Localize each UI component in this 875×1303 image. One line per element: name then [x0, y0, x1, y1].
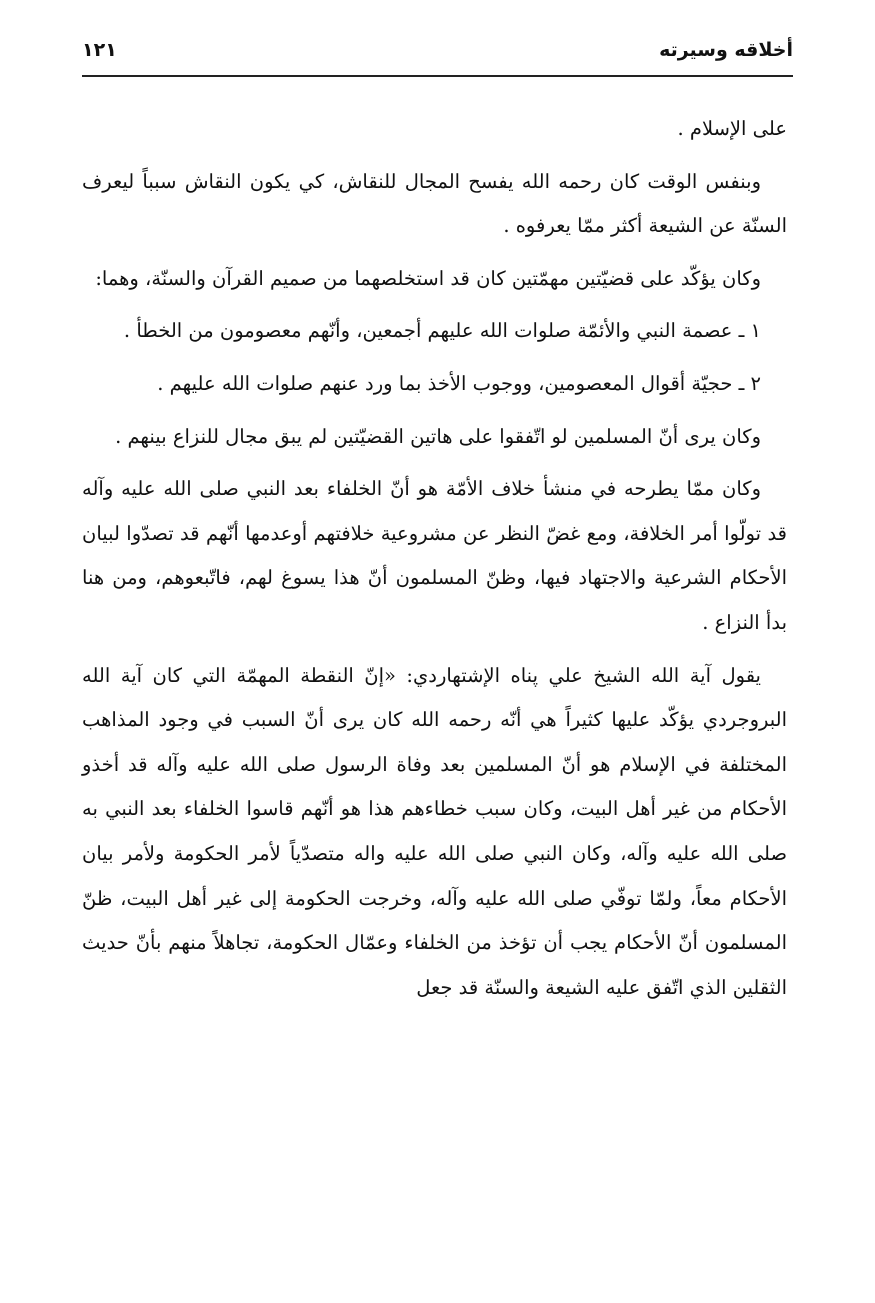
header-rule: [82, 75, 793, 77]
quote-paragraph: يقول آية الله الشيخ علي پناه الإشتهاردي: «إنّ النقطة المهمّة التي كان آية الله البروجردي يؤكّد عليها كثيراً هي أنّه رحمه الله كان يرى أنّ السبب في وجود المذاهب المختلفة في الإسلام هو أنّ المسلمين بعد وفاة الرسول صلى الله عليه وآله قد أخذو الأحكام من غير أهل البيت، وكان سبب خطاءهم هذا هو أنّهم قاسوا الخلفاء بعد النبي به صلى الله عليه وآله، وكان النبي صلى الله عليه واله متصدّياً لأمر الحكومة ولأمر بيان الأحكام معاً، ولمّا توفّي صلى الله عليه وآله، وخرجت الحكومة إلى غير أهل البيت، ظنّ المسلمون أنّ الأحكام يجب أن تؤخذ من الخلفاء وعمّال الحكومة، تجاهلاً منهم بأنّ حديث الثقلين الذي اتّفق عليه الشيعة والسنّة قد جعل: [82, 663, 787, 999]
paragraph: وكان ممّا يطرحه في منشأ خلاف الأمّة هو أنّ الخلفاء بعد النبي صلى الله عليه وآله قد تولّوا أمر الخلافة، ومع غضّ النظر عن مشروعية خلافتهم أوعدمها أنّهم قد تصدّوا لبيان الأحكام الشرعية والاجتهاد فيها، وظنّ المسلمون أنّ هذا يسوغ لهم، فاتّبعوهم، ومن هنا بدأ النزاع .: [82, 477, 787, 634]
page-number: ١٢١: [82, 39, 117, 61]
numbered-item-1: ١ ـ عصمة النبي والأئمّة صلوات الله عليهم أجمعين، وأنّهم معصومون من الخطأ .: [123, 319, 761, 343]
paragraph: على الإسلام .: [677, 117, 787, 140]
numbered-item-2: ٢ ـ حجيّة أقوال المعصومين، ووجوب الأخذ بما ورد عنهم صلوات الله عليهم .: [157, 371, 761, 395]
page-header: [82, 36, 793, 76]
running-title: أخلاقه وسيرته: [659, 39, 793, 61]
paragraph: وكان يرى أنّ المسلمين لو اتّفقوا على هاتين القضيّتين لم يبق مجال للنزاع بينهم .: [115, 424, 761, 448]
paragraph: وكان يؤكّد على قضيّتين مهمّتين كان قد استخلصهما من صميم القرآن والسنّة، وهما:: [95, 266, 761, 290]
paragraph: وبنفس الوقت كان رحمه الله يفسح المجال للنقاش، كي يكون النقاش سبباً ليعرف السنّة عن الشيعة أكثر ممّا يعرفوه .: [82, 169, 787, 238]
body-text: [82, 107, 787, 1010]
